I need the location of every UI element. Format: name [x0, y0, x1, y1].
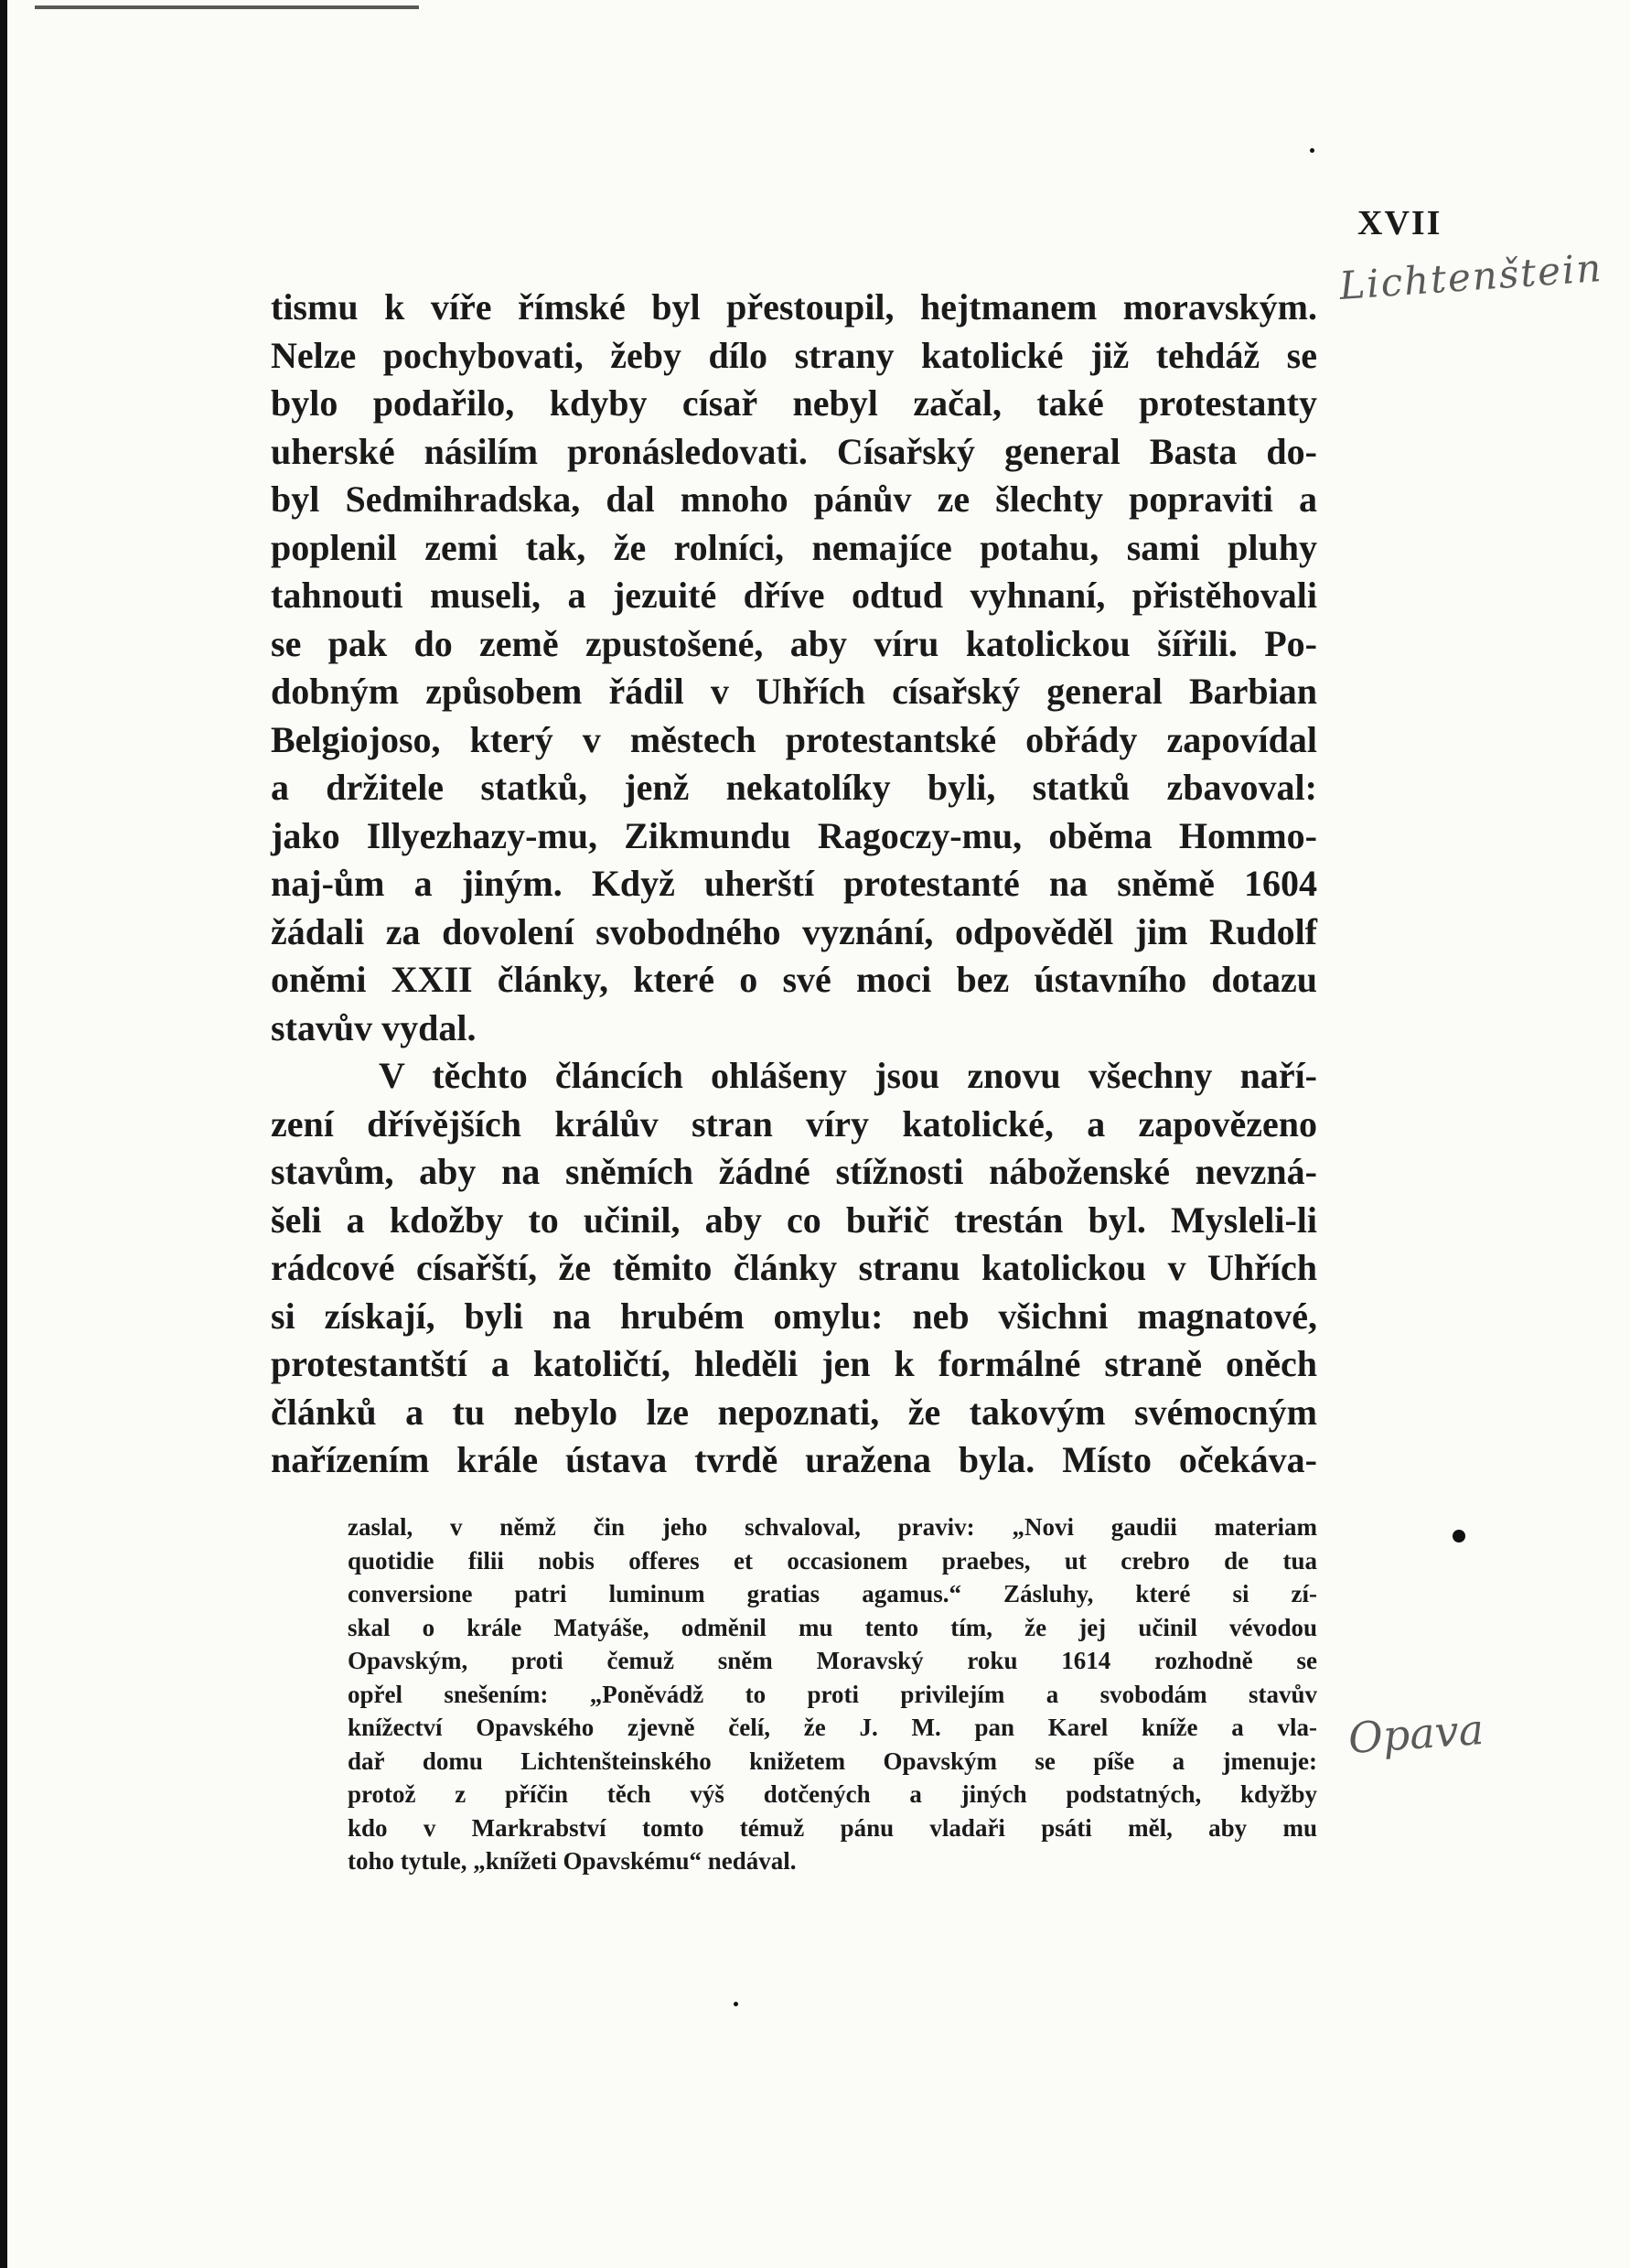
paragraph-line: článků a tu nebylo lze nepoznati, že takovým svémocným [271, 1391, 1317, 1433]
body-line: oněmi XXII články, které o své moci bez ústavního dotazu [271, 959, 1317, 1000]
scan-edge [0, 0, 7, 2268]
top-rule [35, 5, 419, 9]
body-line: poplenil zemi tak, že rolníci, nemajíce potahu, sami pluhy [271, 526, 1317, 568]
footnote-line: protož z příčin těch výš dotčených a jiných podstatných, kdyžby [348, 1780, 1317, 1808]
footnote-line: conversione patri luminum gratias agamus.“ Zásluhy, které si zí- [348, 1580, 1317, 1607]
paragraph-line: protestantští a katoličtí, hleděli jen k formálné straně oněch [271, 1343, 1317, 1384]
body-line: jako Illyezhazy-mu, Zikmundu Ragoczy-mu, oběma Hommo- [271, 814, 1317, 856]
footnote-line: skal o krále Matyáše, odměnil mu tento tím, že jej učinil vévodou [348, 1613, 1317, 1641]
footnote-line: toho tytule, „knížeti Opavskému“ nedával. [348, 1847, 797, 1875]
body-line: tismu k víře římské byl přestoupil, hejtmanem moravským. [271, 286, 1317, 328]
paragraph-line: stavům, aby na sněmích žádné stížnosti náboženské nevzná- [271, 1151, 1317, 1192]
paragraph-line: V těchto článcích ohlášeny jsou znovu všechny naří- [379, 1055, 1317, 1096]
footnote-line: zaslal, v němž čin jeho schvaloval, praviv: „Novi gaudii materiam [348, 1513, 1317, 1541]
body-line: tahnouti museli, a jezuité dříve odtud vyhnaní, přistěhovali [271, 575, 1317, 616]
paragraph-line: nařízením krále ústava tvrdě uražena byla. Místo očekáva- [271, 1439, 1317, 1480]
paragraph-line: si získají, byli na hrubém omylu: neb všichni magnatové, [271, 1295, 1317, 1337]
body-line: uherské násilím pronásledovati. Císařský general Basta do- [271, 430, 1317, 472]
body-line: stavův vydal. [271, 1006, 477, 1048]
body-line: byl Sedmihradska, dal mnoho pánův ze šlechty popraviti a [271, 478, 1317, 520]
document-page [7, 0, 1630, 2268]
footnote-line: quotidie filii nobis offeres et occasionem praebes, ut crebro de tua [348, 1546, 1317, 1575]
body-line: a držitele statků, jenž nekatolíky byli, statků zbavoval: [271, 767, 1317, 808]
footnote-line: Opavským, proti čemuž sněm Moravský roku 1614 rozhodně se [348, 1647, 1317, 1674]
page-number: XVII [1357, 204, 1442, 242]
footnote-line: dař domu Lichtenšteinského knižetem Opavským se píše a jmenuje: [348, 1747, 1317, 1775]
footnote-line: knížectví Opavského zjevně čelí, že J. M. pan Karel kníže a vla- [348, 1714, 1317, 1741]
paragraph-line: zení dřívějších králův stran víry katolické, a zapovězeno [271, 1102, 1317, 1145]
body-line: Belgiojoso, který v městech protestantské obřády zapovídal [271, 718, 1317, 760]
margin-note-top: Lichtenštein [1337, 244, 1604, 309]
body-line: žádali za dovolení svobodného vyznání, odpověděl jim Rudolf [271, 910, 1317, 952]
body-line: Nelze pochybovati, žeby dílo strany katolické již tehdáž se [271, 334, 1317, 376]
ink-speck [1310, 148, 1314, 153]
paragraph-line: rádcové císařští, že těmito články stranu katolickou v Uhřích [271, 1247, 1317, 1288]
body-line: se pak do země zpustošené, aby víru katolickou šířili. Po- [271, 622, 1317, 664]
body-line: bylo podařilo, kdyby císař nebyl začal, také protestanty [271, 382, 1317, 424]
margin-note-bottom: Opava [1346, 1704, 1485, 1764]
footnote-line: kdo v Markrabství tomto témuž pánu vladaři psáti měl, aby mu [348, 1813, 1317, 1842]
footnote-line: opřel snešením: „Poněvádž to proti privilejím a svobodám stavův [348, 1680, 1317, 1708]
ink-speck [734, 2002, 738, 2006]
body-line: naj-ům a jiným. Když uherští protestanté na sněmě 1604 [271, 863, 1317, 904]
footnote [348, 1510, 1317, 1878]
paragraph-line: šeli a kdožby to učinil, aby co buřič trestán byl. Mysleli-li [271, 1198, 1317, 1241]
body-text [271, 284, 1317, 1485]
ink-speck [1453, 1530, 1465, 1542]
body-line: dobným způsobem řádil v Uhřích císařský general Barbian [271, 671, 1317, 712]
